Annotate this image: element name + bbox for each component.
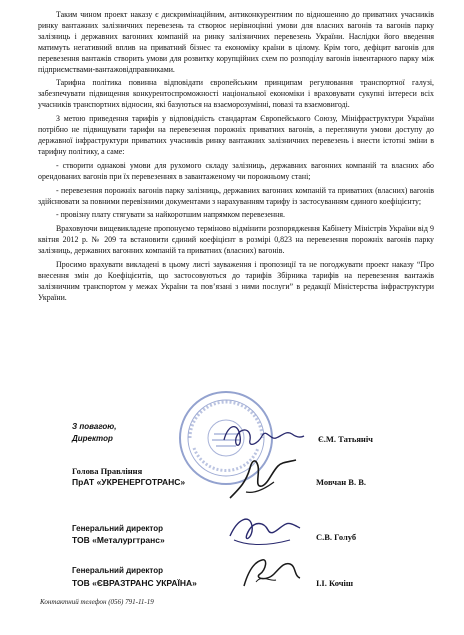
director-title: Директор xyxy=(72,434,113,443)
gd2-org: ТОВ «ЄВРАЗТРАНС УКРАЇНА» xyxy=(72,578,197,588)
list-item: - створити однакові умови для рухомого складу залізниць, державних вагонних компаній та власних або орендованих вагонів при їх перевезеннях в завантаженому чи порожньому стані; xyxy=(38,160,434,181)
paragraph: Таким чином проект наказу є дискримінаційним, антиконкурентним по відношенню до приватних учасників ринку вантажних залізничних перевезень та створює нерівноцінні умови для власних вагонів та вагонів парку залізниць і державних вагонних компаній на ринку залізничних перевезень України. Наслідки його введення матимуть негативний вплив на приватний бізнес та економіку країни в цілому. Крім того, дефіцит вагонів для перевезення вантажів створить умови для розвитку корупційних схем по розподілу вагонів інвентарного парку між підприємствами-вантажовідправниками. xyxy=(38,10,434,74)
signature-gd1-icon xyxy=(224,506,304,554)
gd1-title: Генеральний директор xyxy=(72,524,164,533)
list-item: - перевезення порожніх вагонів парку залізниць, державних вагонних компаній та приватних (власних) вагонів здійснювати за повними перевізними документами з нарахуванням тарифу із застосуванням єдиного коефіцієнту; xyxy=(38,185,434,206)
gd1-org: ТОВ «Металургтранс» xyxy=(72,535,165,545)
board-name: Мовчан В. В. xyxy=(316,477,366,487)
board-org: ПрАТ «УКРЕНЕРГОТРАНС» xyxy=(72,477,186,487)
contact-phone: Контактний телефон (056) 791-11-19 xyxy=(40,598,154,606)
letter-body xyxy=(38,10,434,307)
regards-label: З повагою, xyxy=(72,422,117,431)
paragraph: Враховуючи вищевикладене пропонуємо терміново відмінити розпорядження Кабінету Міністрів України від 9 квітня 2012 р. № 209 та встановити єдиний коефіцієнт в розмірі 0,823 на перевезення порожніх вагонів парку залізниць, державних вагонних компаній та приватних (власних) вагонів. xyxy=(38,224,434,256)
signature-board-icon xyxy=(226,452,306,508)
gd1-name: С.В. Голуб xyxy=(316,532,357,542)
signature-director-icon xyxy=(218,418,308,454)
gd2-name: І.І. Кочіш xyxy=(316,578,354,588)
signature-gd2-icon xyxy=(236,552,308,596)
board-title: Голова Правління xyxy=(72,466,143,476)
paragraph: З метою приведення тарифів у відповідність стандартам Європейського Союзу, Мініфраструктури України потрібно не підвищувати тарифи на перевезення порожніх приватних вагонів, а переглянути умови доступу до державної інфраструктури приватних учасників ринку вантажних залізничних перевезень і внести істотні зміни в тарифну політику, а саме: xyxy=(38,114,434,156)
paragraph: Просимо врахувати викладені в цьому листі зауваження і пропозиції та не погоджувати проект наказу “Про внесення змін до Коефіцієнтів, що застосовуються до тарифів Збірника тарифів на перевезення вантажів залізничним транспортом у межах України та пов’язані з ними послуги” в редакції Міністерства інфраструктури України. xyxy=(38,260,434,302)
gd2-title: Генеральний директор xyxy=(72,566,164,575)
paragraph: Тарифна політика повинна відповідати європейським принципам регулювання транспортної галузі, забезпечувати підвищення конкурентоспроможності національної економіки і враховувати сукупні інтереси всіх учасників транспортних відносин, які базуються на взаєморозумінні, повазі та взаємовигоді. xyxy=(38,78,434,110)
director-name: Є.М. Татьяніч xyxy=(318,434,373,444)
list-item: - провізну плату стягувати за найкоротшим напрямком перевезення. xyxy=(56,210,285,220)
